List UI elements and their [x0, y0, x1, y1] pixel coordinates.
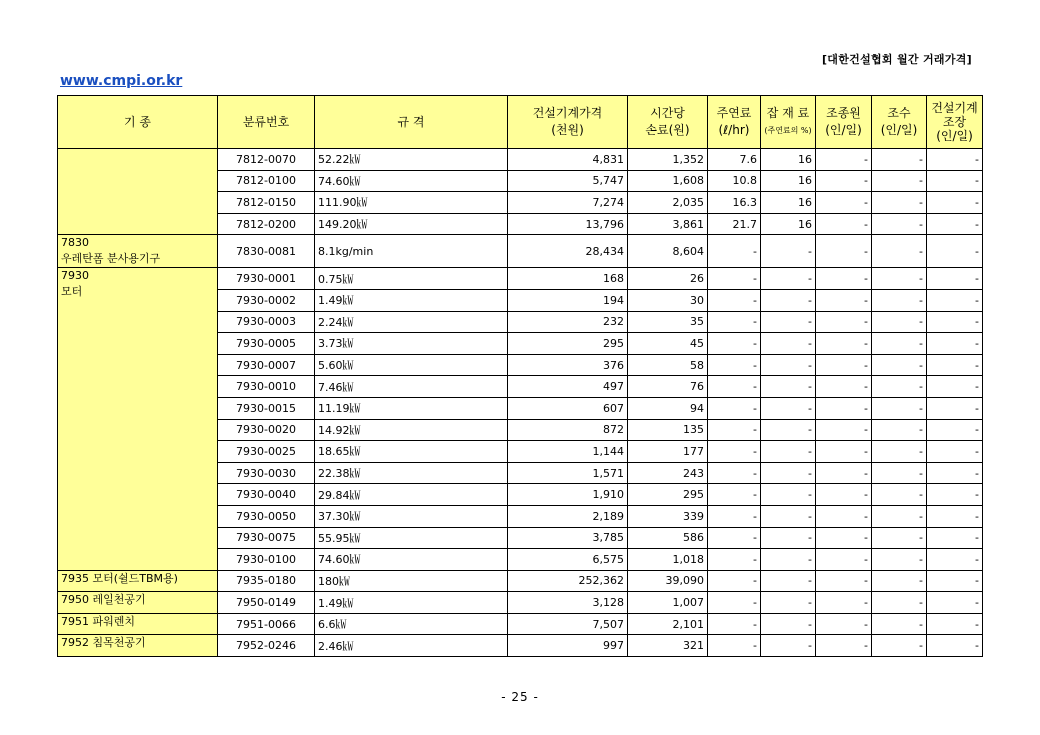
- machine-kind-line: 7951 파워렌치: [61, 614, 135, 628]
- machine-price-cell: 194: [508, 289, 628, 311]
- hourly-loss-cell: 135: [628, 419, 708, 441]
- adjuster-cell: -: [927, 376, 983, 398]
- adjuster-cell: -: [927, 635, 983, 657]
- header-row: [58, 96, 983, 149]
- misc-material-cell: -: [761, 441, 816, 463]
- classification-code-cell: 7930-0010: [218, 376, 315, 398]
- table-row: [58, 235, 983, 268]
- assistant-cell: -: [872, 441, 927, 463]
- spec-cell: 6.6㎾: [315, 613, 508, 635]
- adjuster-cell: -: [927, 354, 983, 376]
- assistant-cell: -: [872, 170, 927, 192]
- operator-cell: -: [816, 333, 872, 355]
- hourly-loss-cell: 58: [628, 354, 708, 376]
- classification-code-cell: 7930-0030: [218, 462, 315, 484]
- website-link[interactable]: www.cmpi.or.kr: [60, 73, 183, 89]
- spec-cell: 22.38㎾: [315, 462, 508, 484]
- main-fuel-cell: -: [708, 397, 761, 419]
- machine-price-cell: 3,128: [508, 592, 628, 614]
- operator-cell: -: [816, 235, 872, 268]
- machine-price-cell: 997: [508, 635, 628, 657]
- assistant-cell: -: [872, 289, 927, 311]
- table-row: [58, 149, 983, 171]
- machine-price-cell: 1,144: [508, 441, 628, 463]
- hourly-loss-cell: 1,018: [628, 549, 708, 571]
- header-assistant: 조수 (인/일): [872, 96, 927, 149]
- spec-cell: 29.84㎾: [315, 484, 508, 506]
- machine-price-cell: 6,575: [508, 549, 628, 571]
- table-row: [58, 635, 983, 657]
- operator-cell: -: [816, 441, 872, 463]
- operator-cell: -: [816, 462, 872, 484]
- adjuster-cell: -: [927, 149, 983, 171]
- header-misc: 잡 재 료 (주연료의 %): [761, 96, 816, 149]
- adjuster-cell: -: [927, 397, 983, 419]
- main-fuel-cell: -: [708, 613, 761, 635]
- classification-code-cell: 7930-0020: [218, 419, 315, 441]
- operator-cell: -: [816, 149, 872, 171]
- hourly-loss-cell: 1,007: [628, 592, 708, 614]
- operator-cell: -: [816, 419, 872, 441]
- main-fuel-cell: -: [708, 592, 761, 614]
- misc-material-cell: -: [761, 505, 816, 527]
- main-fuel-cell: 21.7: [708, 213, 761, 235]
- header-code: 분류번호: [218, 96, 315, 149]
- spec-cell: 55.95㎾: [315, 527, 508, 549]
- hourly-loss-cell: 295: [628, 484, 708, 506]
- spec-cell: 1.49㎾: [315, 592, 508, 614]
- misc-material-cell: -: [761, 462, 816, 484]
- operator-cell: -: [816, 613, 872, 635]
- misc-material-cell: -: [761, 397, 816, 419]
- machine-price-cell: 232: [508, 311, 628, 333]
- machine-price-cell: 7,274: [508, 192, 628, 214]
- hourly-loss-cell: 339: [628, 505, 708, 527]
- classification-code-cell: 7930-0015: [218, 397, 315, 419]
- machine-kind-cell: [58, 635, 218, 657]
- operator-cell: -: [816, 354, 872, 376]
- adjuster-cell: -: [927, 549, 983, 571]
- adjuster-cell: -: [927, 462, 983, 484]
- assistant-cell: -: [872, 213, 927, 235]
- adjuster-cell: -: [927, 613, 983, 635]
- misc-material-cell: -: [761, 613, 816, 635]
- machine-kind-line: 7952 침목천공기: [61, 636, 146, 650]
- spec-cell: 7.46㎾: [315, 376, 508, 398]
- assistant-cell: -: [872, 235, 927, 268]
- header-operator: 조종원 (인/일): [816, 96, 872, 149]
- main-fuel-cell: -: [708, 441, 761, 463]
- table-row: [58, 613, 983, 635]
- main-fuel-cell: -: [708, 549, 761, 571]
- operator-cell: -: [816, 570, 872, 592]
- spec-cell: 18.65㎾: [315, 441, 508, 463]
- hourly-loss-cell: 3,861: [628, 213, 708, 235]
- classification-code-cell: 7812-0070: [218, 149, 315, 171]
- spec-cell: 52.22㎾: [315, 149, 508, 171]
- main-fuel-cell: 16.3: [708, 192, 761, 214]
- machine-price-cell: 7,507: [508, 613, 628, 635]
- spec-cell: 2.46㎾: [315, 635, 508, 657]
- table-row: [58, 570, 983, 592]
- misc-material-cell: -: [761, 635, 816, 657]
- operator-cell: -: [816, 592, 872, 614]
- operator-cell: -: [816, 397, 872, 419]
- hourly-loss-cell: 2,101: [628, 613, 708, 635]
- misc-material-cell: 16: [761, 149, 816, 171]
- misc-material-cell: -: [761, 419, 816, 441]
- main-fuel-cell: -: [708, 484, 761, 506]
- misc-material-cell: -: [761, 570, 816, 592]
- assistant-cell: -: [872, 570, 927, 592]
- classification-code-cell: 7950-0149: [218, 592, 315, 614]
- machine-kind-cell: [58, 570, 218, 592]
- adjuster-cell: -: [927, 505, 983, 527]
- price-table: [57, 95, 983, 657]
- classification-code-cell: 7935-0180: [218, 570, 315, 592]
- operator-cell: -: [816, 213, 872, 235]
- machine-price-cell: 3,785: [508, 527, 628, 549]
- header-adjuster: 건설기계 조장 (인/일): [927, 96, 983, 149]
- spec-cell: 37.30㎾: [315, 505, 508, 527]
- hourly-loss-cell: 8,604: [628, 235, 708, 268]
- header-price: 건설기계가격 (천원): [508, 96, 628, 149]
- adjuster-cell: -: [927, 527, 983, 549]
- assistant-cell: -: [872, 149, 927, 171]
- page-number: - 25 -: [501, 690, 539, 704]
- machine-price-cell: 168: [508, 268, 628, 290]
- assistant-cell: -: [872, 484, 927, 506]
- classification-code-cell: 7930-0002: [218, 289, 315, 311]
- adjuster-cell: -: [927, 419, 983, 441]
- assistant-cell: -: [872, 397, 927, 419]
- assistant-cell: -: [872, 419, 927, 441]
- spec-cell: 3.73㎾: [315, 333, 508, 355]
- main-fuel-cell: -: [708, 570, 761, 592]
- classification-code-cell: 7930-0007: [218, 354, 315, 376]
- hourly-loss-cell: 1,352: [628, 149, 708, 171]
- assistant-cell: -: [872, 635, 927, 657]
- machine-price-cell: 1,571: [508, 462, 628, 484]
- misc-material-cell: -: [761, 527, 816, 549]
- hourly-loss-cell: 321: [628, 635, 708, 657]
- assistant-cell: -: [872, 462, 927, 484]
- hourly-loss-cell: 177: [628, 441, 708, 463]
- classification-code-cell: 7930-0040: [218, 484, 315, 506]
- main-fuel-cell: 7.6: [708, 149, 761, 171]
- machine-price-cell: 1,910: [508, 484, 628, 506]
- classification-code-cell: 7930-0050: [218, 505, 315, 527]
- machine-price-cell: 252,362: [508, 570, 628, 592]
- assistant-cell: -: [872, 505, 927, 527]
- table-body: [58, 149, 983, 657]
- adjuster-cell: -: [927, 213, 983, 235]
- main-fuel-cell: -: [708, 333, 761, 355]
- assistant-cell: -: [872, 592, 927, 614]
- classification-code-cell: 7930-0001: [218, 268, 315, 290]
- machine-price-cell: 13,796: [508, 213, 628, 235]
- spec-cell: 1.49㎾: [315, 289, 508, 311]
- machine-price-cell: 497: [508, 376, 628, 398]
- main-fuel-cell: -: [708, 354, 761, 376]
- adjuster-cell: -: [927, 333, 983, 355]
- hourly-loss-cell: 35: [628, 311, 708, 333]
- header-spec: 규 격: [315, 96, 508, 149]
- header-fuel: 주연료 (ℓ/hr): [708, 96, 761, 149]
- misc-material-cell: -: [761, 268, 816, 290]
- adjuster-cell: -: [927, 484, 983, 506]
- hourly-loss-cell: 2,035: [628, 192, 708, 214]
- spec-cell: 111.90㎾: [315, 192, 508, 214]
- machine-kind-line: 7830: [61, 236, 89, 250]
- assistant-cell: -: [872, 333, 927, 355]
- main-fuel-cell: -: [708, 462, 761, 484]
- machine-kind-line: 우레탄폼 분사용기구: [61, 252, 161, 266]
- operator-cell: -: [816, 268, 872, 290]
- assistant-cell: -: [872, 268, 927, 290]
- operator-cell: -: [816, 289, 872, 311]
- machine-price-cell: 376: [508, 354, 628, 376]
- classification-code-cell: 7930-0005: [218, 333, 315, 355]
- spec-cell: 149.20㎾: [315, 213, 508, 235]
- misc-material-cell: -: [761, 376, 816, 398]
- adjuster-cell: -: [927, 192, 983, 214]
- main-fuel-cell: -: [708, 235, 761, 268]
- hourly-loss-cell: 586: [628, 527, 708, 549]
- source-label: [대한건설협회 월간 거래가격]: [821, 53, 972, 66]
- assistant-cell: -: [872, 376, 927, 398]
- machine-price-cell: 2,189: [508, 505, 628, 527]
- adjuster-cell: -: [927, 592, 983, 614]
- assistant-cell: -: [872, 354, 927, 376]
- adjuster-cell: -: [927, 570, 983, 592]
- operator-cell: -: [816, 635, 872, 657]
- machine-kind-cell: [58, 592, 218, 614]
- spec-cell: 2.24㎾: [315, 311, 508, 333]
- main-fuel-cell: -: [708, 376, 761, 398]
- table-row: [58, 592, 983, 614]
- classification-code-cell: 7812-0100: [218, 170, 315, 192]
- adjuster-cell: -: [927, 289, 983, 311]
- assistant-cell: -: [872, 549, 927, 571]
- misc-material-cell: -: [761, 333, 816, 355]
- classification-code-cell: 7930-0100: [218, 549, 315, 571]
- misc-material-cell: -: [761, 549, 816, 571]
- machine-kind-line: 7930: [61, 269, 89, 283]
- machine-price-cell: 607: [508, 397, 628, 419]
- hourly-loss-cell: 30: [628, 289, 708, 311]
- header-kind: 기 종: [58, 96, 218, 149]
- main-fuel-cell: -: [708, 505, 761, 527]
- adjuster-cell: -: [927, 441, 983, 463]
- machine-kind-cell: [58, 149, 218, 235]
- operator-cell: -: [816, 192, 872, 214]
- machine-price-cell: 28,434: [508, 235, 628, 268]
- adjuster-cell: -: [927, 235, 983, 268]
- misc-material-cell: -: [761, 354, 816, 376]
- operator-cell: -: [816, 376, 872, 398]
- adjuster-cell: -: [927, 268, 983, 290]
- assistant-cell: -: [872, 311, 927, 333]
- misc-material-cell: 16: [761, 213, 816, 235]
- hourly-loss-cell: 26: [628, 268, 708, 290]
- main-fuel-cell: -: [708, 289, 761, 311]
- assistant-cell: -: [872, 192, 927, 214]
- classification-code-cell: 7812-0150: [218, 192, 315, 214]
- classification-code-cell: 7951-0066: [218, 613, 315, 635]
- operator-cell: -: [816, 484, 872, 506]
- machine-kind-cell: [58, 235, 218, 268]
- spec-cell: 0.75㎾: [315, 268, 508, 290]
- machine-price-cell: 5,747: [508, 170, 628, 192]
- misc-material-cell: -: [761, 592, 816, 614]
- spec-cell: 8.1kg/min: [315, 235, 508, 268]
- hourly-loss-cell: 1,608: [628, 170, 708, 192]
- header-loss: 시간당 손료(원): [628, 96, 708, 149]
- main-fuel-cell: -: [708, 635, 761, 657]
- spec-cell: 180㎾: [315, 570, 508, 592]
- hourly-loss-cell: 76: [628, 376, 708, 398]
- table-row: [58, 268, 983, 290]
- classification-code-cell: 7930-0025: [218, 441, 315, 463]
- operator-cell: -: [816, 527, 872, 549]
- assistant-cell: -: [872, 613, 927, 635]
- spec-cell: 14.92㎾: [315, 419, 508, 441]
- hourly-loss-cell: 94: [628, 397, 708, 419]
- machine-kind-line: 7935 모터(쉴드TBM용): [61, 571, 178, 585]
- machine-kind-cell: [58, 613, 218, 635]
- machine-price-cell: 872: [508, 419, 628, 441]
- misc-material-cell: -: [761, 484, 816, 506]
- classification-code-cell: 7952-0246: [218, 635, 315, 657]
- hourly-loss-cell: 243: [628, 462, 708, 484]
- classification-code-cell: 7930-0075: [218, 527, 315, 549]
- misc-material-cell: 16: [761, 170, 816, 192]
- adjuster-cell: -: [927, 170, 983, 192]
- misc-material-cell: 16: [761, 192, 816, 214]
- machine-kind-line: 7950 레일천공기: [61, 593, 146, 607]
- adjuster-cell: -: [927, 311, 983, 333]
- assistant-cell: -: [872, 527, 927, 549]
- misc-material-cell: -: [761, 311, 816, 333]
- main-fuel-cell: -: [708, 527, 761, 549]
- operator-cell: -: [816, 549, 872, 571]
- machine-price-cell: 295: [508, 333, 628, 355]
- main-fuel-cell: -: [708, 419, 761, 441]
- classification-code-cell: 7830-0081: [218, 235, 315, 268]
- spec-cell: 5.60㎾: [315, 354, 508, 376]
- operator-cell: -: [816, 170, 872, 192]
- main-fuel-cell: 10.8: [708, 170, 761, 192]
- hourly-loss-cell: 39,090: [628, 570, 708, 592]
- spec-cell: 11.19㎾: [315, 397, 508, 419]
- machine-price-cell: 4,831: [508, 149, 628, 171]
- spec-cell: 74.60㎾: [315, 170, 508, 192]
- misc-material-cell: -: [761, 235, 816, 268]
- operator-cell: -: [816, 311, 872, 333]
- classification-code-cell: 7930-0003: [218, 311, 315, 333]
- main-fuel-cell: -: [708, 268, 761, 290]
- spec-cell: 74.60㎾: [315, 549, 508, 571]
- machine-kind-cell: [58, 268, 218, 570]
- main-fuel-cell: -: [708, 311, 761, 333]
- classification-code-cell: 7812-0200: [218, 213, 315, 235]
- operator-cell: -: [816, 505, 872, 527]
- misc-material-cell: -: [761, 289, 816, 311]
- machine-kind-line: 모터: [61, 285, 83, 299]
- hourly-loss-cell: 45: [628, 333, 708, 355]
